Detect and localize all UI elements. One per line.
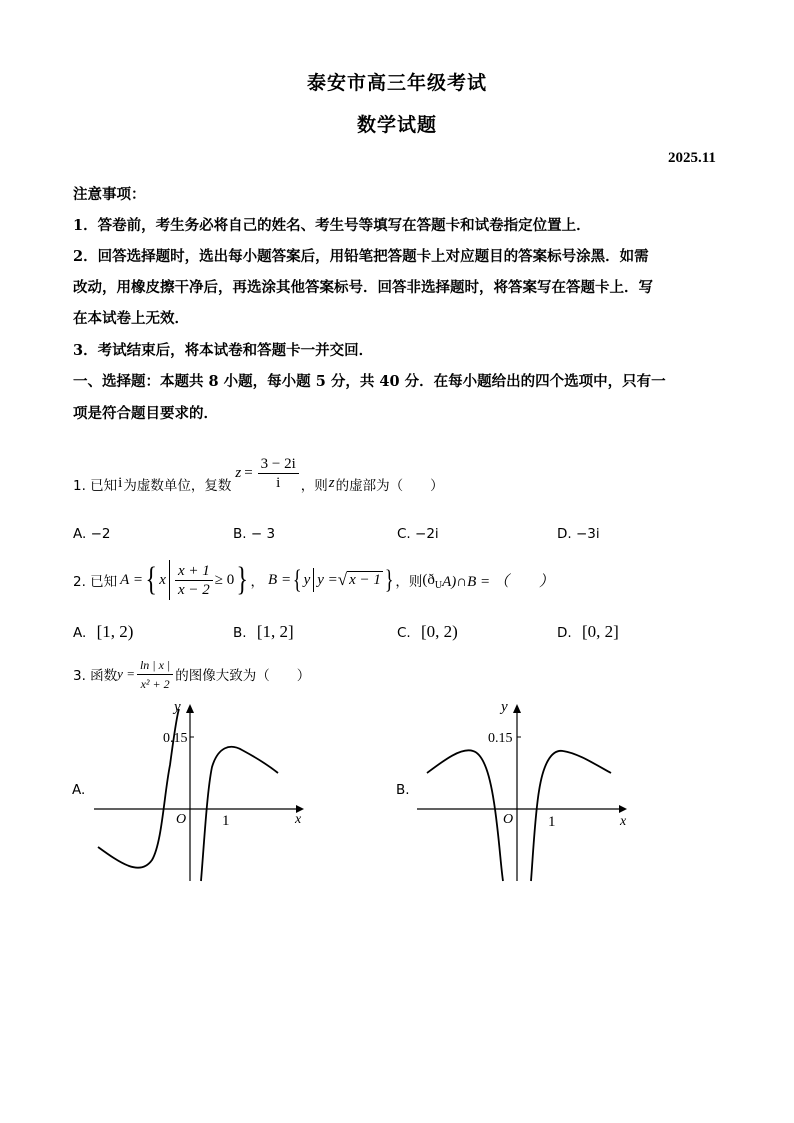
notes-heading: 注意事项： <box>73 186 146 203</box>
q2-option-d <box>557 622 619 642</box>
section-heading-line-2: 项是符合题目要求的． <box>73 405 218 422</box>
q2-option-b-letter: B. <box>233 625 247 641</box>
q2-option-c-letter: C. <box>397 625 411 641</box>
graph-b-x-label: x <box>620 814 627 829</box>
graph-a-y-label: y <box>174 699 181 715</box>
graph-b-x-arrow <box>619 805 627 813</box>
question-1 <box>73 456 444 501</box>
note-item-3: 3．考试结束后，将本试卷和答题卡一并交回． <box>73 342 374 359</box>
exam-title: 泰安市高三年级考试 <box>306 72 487 94</box>
q2-fraction <box>175 563 213 598</box>
graph-b-curve-right <box>531 751 611 881</box>
q1-prefix: 1. 已知 <box>73 477 118 494</box>
q1-equals: = <box>244 465 253 481</box>
q1-text-4: 的虚部为（ ） <box>335 477 444 494</box>
q1-imag-unit: i <box>118 475 123 491</box>
q3-suffix: 的图像大致为（ ） <box>175 668 311 684</box>
q2-left-brace: { <box>145 561 157 598</box>
note-item-2-line-3: 在本试卷上无效． <box>73 310 189 327</box>
q1-denominator: i <box>276 475 281 491</box>
note-item-1: 1．答卷前，考生务必将自己的姓名、考生号等填写在答题卡和试卷指定位置上． <box>73 217 591 234</box>
q2-frac-num: x + 1 <box>175 563 213 581</box>
q2-y-eq: y = <box>317 571 338 588</box>
q2-option-a-value: [1, 2) <box>96 622 134 641</box>
q2-option-a <box>73 622 133 642</box>
graph-a-x-label: x <box>295 812 302 827</box>
graph-a-tick-y: 0.15 <box>163 731 188 746</box>
q1-z-var: z <box>235 465 242 481</box>
q2-y-var: y <box>303 571 311 588</box>
graph-b-tick-y: 0.15 <box>488 731 513 746</box>
note-item-2-line-2: 改动，用橡皮擦干净后，再选涂其他答案标号．回答非选择题时，将答案写在答题卡上．写 <box>73 279 653 296</box>
graph-b-tick-x: 1 <box>548 814 556 830</box>
graph-a-y-arrow <box>186 704 194 713</box>
q3-num: ln | x | <box>137 657 173 675</box>
question-2 <box>73 557 554 603</box>
q1-text-2: 为虚数单位，复数 <box>123 477 232 494</box>
exam-date: 2025.11 <box>668 150 716 166</box>
q3-prefix: 3. 函数 <box>73 668 118 684</box>
section-heading-line-1: 一、选择题：本题共 8 小题，每小题 5 分，共 40 分．在每小题给出的四个选项中，只有一 <box>73 373 666 390</box>
q2-option-d-value: [0, 2] <box>581 622 619 641</box>
graph-b-y-label: y <box>501 699 508 715</box>
graph-a-curve-right <box>201 747 278 881</box>
q3-fraction <box>137 657 173 692</box>
graph-b-curve-left <box>427 750 503 881</box>
q1-fraction <box>258 456 299 491</box>
q2-right-brace: } <box>236 561 249 598</box>
q2-option-c <box>397 622 458 642</box>
q1-option-c: C. −2i <box>397 526 439 542</box>
q1-numerator: 3 − 2i <box>258 456 299 474</box>
graph-b <box>415 695 635 890</box>
graph-a-label: A. <box>72 782 86 798</box>
q2-divider-bar <box>169 560 170 600</box>
q1-option-a: A. −2 <box>73 526 111 542</box>
q2-a-def: A = <box>120 571 143 588</box>
q3-y-eq: y = <box>117 666 135 681</box>
q1-option-d: D. −3i <box>557 526 600 542</box>
graph-b-label: B. <box>396 782 410 798</box>
q2-option-c-value: [0, 2) <box>421 622 458 641</box>
q1-option-b: B. − 3 <box>233 526 276 542</box>
q2-right-brace-2: } <box>384 565 394 594</box>
q2-sqrt-body: x − 1 <box>349 572 381 588</box>
q2-set-var: x <box>159 571 166 588</box>
q2-option-d-letter: D. <box>557 625 572 641</box>
q2-u-sub: U <box>434 579 443 591</box>
graph-b-origin: O <box>503 812 514 827</box>
q2-left-brace-2: { <box>292 565 302 594</box>
q2-then: ，则 <box>395 574 423 590</box>
q2-option-b <box>233 622 294 642</box>
q2-option-b-value: [1, 2] <box>256 622 294 641</box>
q1-z-var-2: z <box>328 475 335 491</box>
q2-cond: ≥ 0 <box>214 571 235 588</box>
note-item-2-line-1: 2．回答选择题时，选出每小题答案后，用铅笔把答题卡上对应题目的答案标号涂黑．如需 <box>73 248 649 265</box>
graph-a <box>90 695 310 890</box>
q2-b-def: B = <box>268 571 292 588</box>
q2-complement: (ð <box>422 571 435 588</box>
q2-divider-bar-2 <box>313 568 314 592</box>
q1-text-3: ，则 <box>300 477 328 494</box>
q2-a-after: A)∩B = （ ） <box>442 573 554 590</box>
q2-frac-den: x − 2 <box>177 581 210 598</box>
graph-a-tick-x: 1 <box>222 813 230 829</box>
q3-den: x² + 2 <box>140 676 170 691</box>
q2-option-a-letter: A. <box>73 625 87 641</box>
graph-a-origin: O <box>176 812 187 827</box>
q2-sep: ， <box>250 574 265 590</box>
graph-b-y-arrow <box>513 704 521 713</box>
q2-sqrt-sign: √ <box>337 570 348 589</box>
q2-prefix: 2. 已知 <box>73 574 118 590</box>
question-3 <box>73 655 310 693</box>
exam-subtitle: 数学试题 <box>356 114 437 136</box>
